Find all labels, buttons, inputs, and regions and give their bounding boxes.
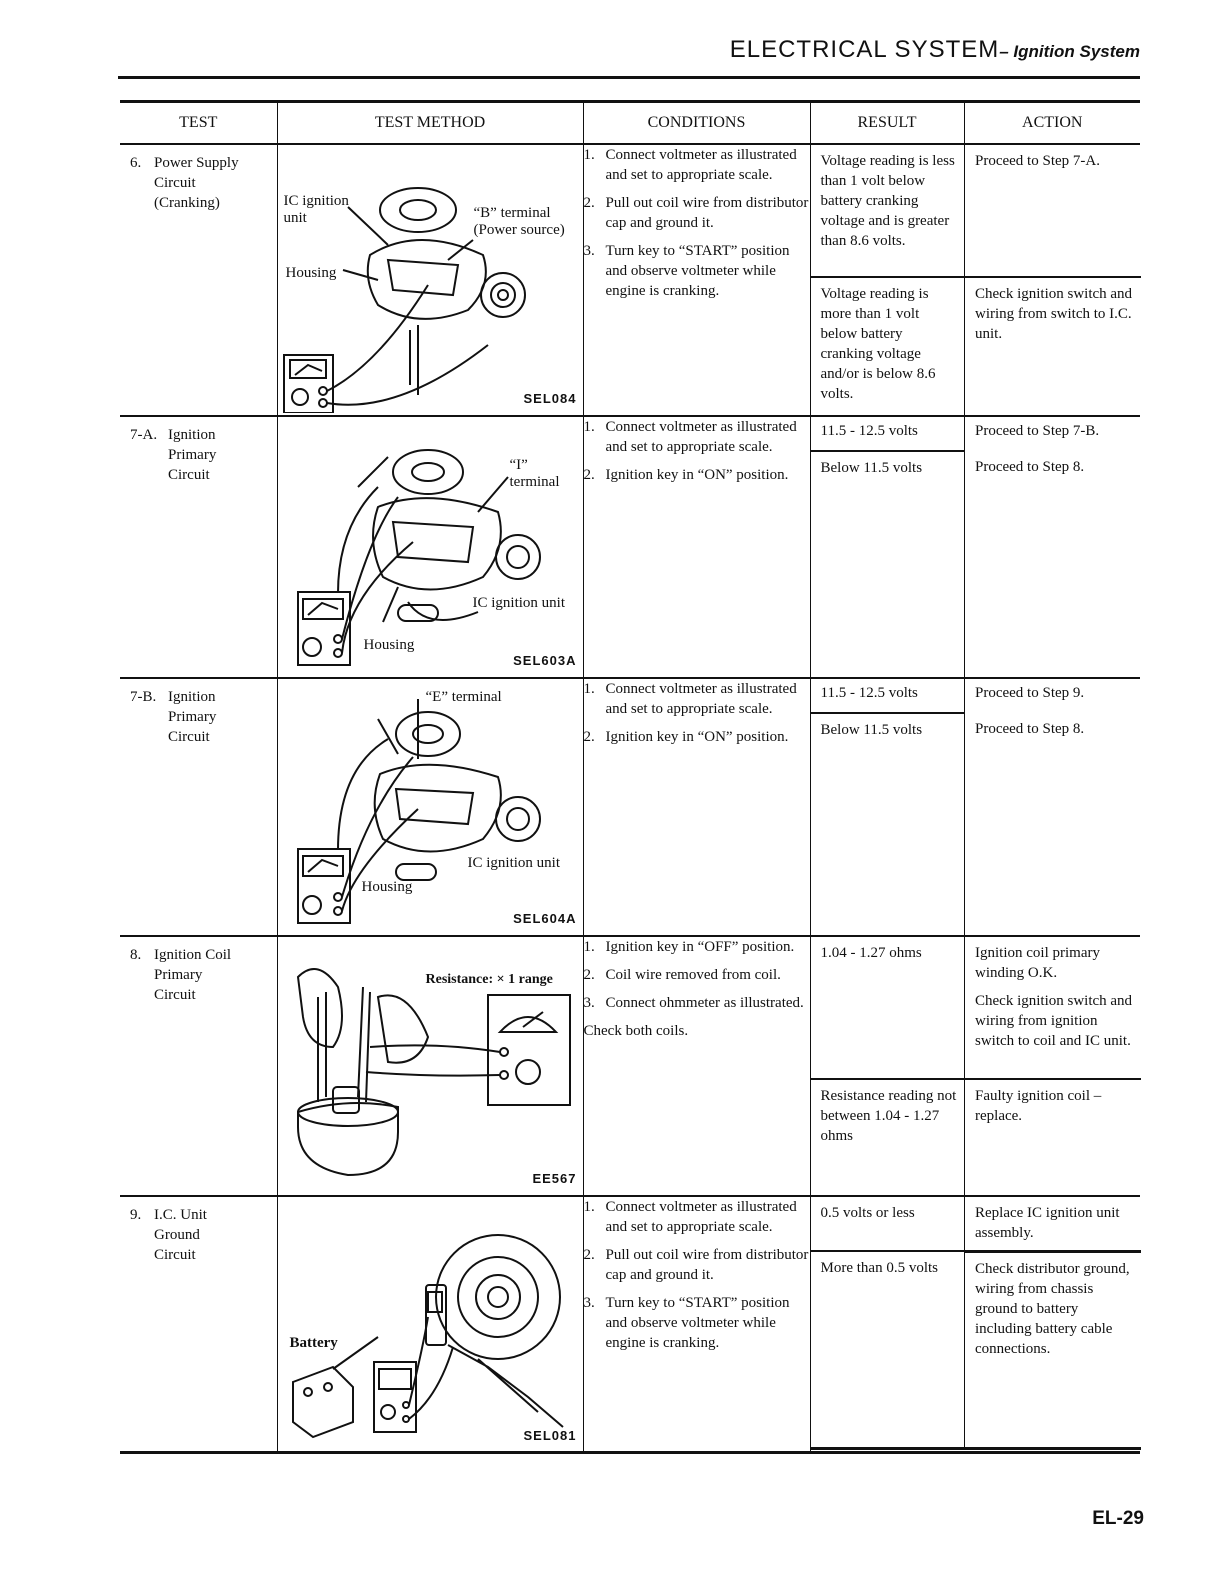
figure-label: “I” terminal bbox=[509, 457, 560, 490]
result-action-cell bbox=[810, 678, 1140, 936]
figure-label: Housing bbox=[363, 637, 415, 653]
action-text: Proceed to Step 8. bbox=[965, 451, 1141, 677]
column-header-action: ACTION bbox=[964, 102, 1140, 145]
conditions-cell bbox=[583, 1196, 810, 1452]
action-line: Check ignition switch and wiring from ignition switch to coil and IC unit. bbox=[975, 993, 1133, 1049]
table-row bbox=[120, 936, 1140, 1196]
table-row bbox=[120, 416, 1140, 678]
conditions-cell bbox=[583, 678, 810, 936]
distributor-voltmeter-illustration bbox=[278, 417, 583, 675]
condition-step: 1. Ignition key in “OFF” position. bbox=[583, 939, 795, 955]
result-text: Voltage reading is less than 1 volt below battery cranking voltage and is greater than 8.6 volts. bbox=[820, 153, 955, 249]
table-row bbox=[120, 1196, 1140, 1452]
figure-code: SEL084 bbox=[523, 391, 577, 406]
distributor-voltmeter-illustration bbox=[278, 145, 583, 413]
figure-label: IC ignition unit bbox=[283, 193, 349, 226]
condition-step: 2. Pull out coil wire from distributor cap and ground it. bbox=[583, 195, 809, 231]
figure-label: Battery bbox=[289, 1335, 338, 1351]
page-header bbox=[118, 36, 1140, 79]
column-header-test-method: TEST METHOD bbox=[277, 102, 583, 145]
result-text: Resistance reading not between 1.04 - 1.27 ohms bbox=[811, 1079, 965, 1195]
distributor-voltmeter-illustration bbox=[278, 679, 583, 933]
test-method-cell bbox=[277, 678, 583, 936]
action-line: Ignition coil primary winding O.K. bbox=[975, 945, 1100, 981]
figure-label: Housing bbox=[361, 879, 413, 895]
test-method-cell bbox=[277, 936, 583, 1196]
action-text: Faulty ignition coil – replace. bbox=[965, 1079, 1141, 1195]
coil-ohmmeter-illustration bbox=[278, 937, 583, 1193]
condition-step: 1. Connect voltmeter as illustrated and set to appropriate scale. bbox=[583, 147, 797, 183]
condition-step: 2. Pull out coil wire from distributor cap and ground it. bbox=[583, 1247, 809, 1283]
figure-label: Housing bbox=[285, 265, 337, 281]
test-cell bbox=[120, 936, 277, 1196]
figure-code: SEL604A bbox=[513, 911, 577, 926]
condition-step: 1. Connect voltmeter as illustrated and set to appropriate scale. bbox=[583, 1199, 797, 1235]
test-cell bbox=[120, 416, 277, 678]
figure-code: EE567 bbox=[532, 1171, 577, 1186]
result-action-cell bbox=[810, 936, 1140, 1196]
test-cell bbox=[120, 678, 277, 936]
conditions-cell bbox=[583, 144, 810, 416]
distributor-drawing bbox=[278, 679, 582, 933]
test-method-cell bbox=[277, 1196, 583, 1452]
column-header-result: RESULT bbox=[810, 102, 964, 145]
result-text: Below 11.5 volts bbox=[811, 451, 965, 677]
action-text: Proceed to Step 7-B. bbox=[965, 417, 1141, 451]
result-action-cell bbox=[810, 144, 1140, 416]
test-number: 6. bbox=[130, 155, 142, 171]
column-header-test: TEST bbox=[120, 102, 277, 145]
figure-label: Resistance: × 1 range bbox=[425, 972, 553, 987]
condition-step: 2. Ignition key in “ON” position. bbox=[583, 467, 789, 483]
conditions-cell bbox=[583, 416, 810, 678]
test-number: 8. bbox=[130, 947, 142, 963]
condition-step: 1. Connect voltmeter as illustrated and set to appropriate scale. bbox=[583, 419, 797, 455]
result-action-cell bbox=[810, 416, 1140, 678]
action-text: Check ignition switch and wiring from switch to I.C. unit. bbox=[965, 277, 1141, 415]
test-number: 7-A. bbox=[130, 427, 158, 443]
figure-label: “B” terminal (Power source) bbox=[473, 205, 565, 238]
figure-label: “E” terminal bbox=[425, 689, 502, 705]
action-text bbox=[965, 937, 1141, 1079]
action-text: Proceed to Step 9. bbox=[965, 679, 1141, 713]
test-title: Ignition Primary Circuit bbox=[168, 689, 217, 745]
result-action-cell bbox=[810, 1196, 1140, 1452]
condition-step: 3. Turn key to “START” position and observe voltmeter while engine is cranking. bbox=[583, 1295, 790, 1351]
result-text: Voltage reading is more than 1 volt below battery cranking voltage and/or is below 8.6 volts. bbox=[811, 277, 965, 415]
test-title: I.C. Unit Ground Circuit bbox=[154, 1207, 207, 1263]
section-title: ELECTRICAL SYSTEM bbox=[729, 36, 1000, 63]
test-method-cell bbox=[277, 416, 583, 678]
distributor-drawing bbox=[278, 417, 582, 675]
page-number: EL-29 bbox=[1092, 1508, 1144, 1529]
figure-label: IC ignition unit bbox=[472, 595, 566, 611]
condition-step: 3. Connect ohmmeter as illustrated. bbox=[583, 995, 804, 1011]
action-text: Proceed to Step 8. bbox=[965, 713, 1141, 935]
conditions-cell bbox=[583, 936, 810, 1196]
result-text: 11.5 - 12.5 volts bbox=[820, 685, 918, 701]
figure-code: SEL603A bbox=[513, 653, 577, 668]
action-text: Proceed to Step 7-A. bbox=[965, 145, 1141, 277]
test-title: Ignition Coil Primary Circuit bbox=[154, 947, 232, 1003]
result-text: More than 0.5 volts bbox=[811, 1251, 965, 1449]
diagnosis-table bbox=[120, 100, 1140, 1454]
result-text: 11.5 - 12.5 volts bbox=[820, 423, 918, 439]
test-cell bbox=[120, 1196, 277, 1452]
ground-circuit-illustration bbox=[278, 1197, 583, 1450]
action-text: Replace IC ignition unit assembly. bbox=[965, 1197, 1141, 1251]
figure-code: SEL081 bbox=[523, 1428, 577, 1443]
column-header-conditions: CONDITIONS bbox=[583, 102, 810, 145]
distributor-battery-drawing bbox=[278, 1197, 582, 1450]
result-text: 1.04 - 1.27 ohms bbox=[820, 945, 922, 961]
figure-label: IC ignition unit bbox=[467, 855, 561, 871]
test-number: 7-B. bbox=[130, 689, 157, 705]
section-subtitle: – Ignition System bbox=[999, 42, 1140, 61]
condition-step: 2. Ignition key in “ON” position. bbox=[583, 729, 789, 745]
table-header-row bbox=[120, 102, 1140, 145]
condition-step: 3. Turn key to “START” position and observe voltmeter while engine is cranking. bbox=[583, 243, 790, 299]
result-text: Below 11.5 volts bbox=[811, 713, 965, 935]
test-method-cell bbox=[277, 144, 583, 416]
condition-step: 1. Connect voltmeter as illustrated and set to appropriate scale. bbox=[583, 681, 797, 717]
condition-note: Check both coils. bbox=[583, 1023, 689, 1039]
test-cell bbox=[120, 144, 277, 416]
table-row bbox=[120, 678, 1140, 936]
action-text: Check distributor ground, wiring from chassis ground to battery including battery cable connections. bbox=[965, 1251, 1141, 1449]
test-title: Ignition Primary Circuit bbox=[168, 427, 217, 483]
condition-step: 2. Coil wire removed from coil. bbox=[583, 967, 781, 983]
test-number: 9. bbox=[130, 1207, 142, 1223]
result-text: 0.5 volts or less bbox=[820, 1205, 915, 1221]
table-row bbox=[120, 144, 1140, 416]
test-title: Power Supply Circuit (Cranking) bbox=[154, 155, 239, 211]
